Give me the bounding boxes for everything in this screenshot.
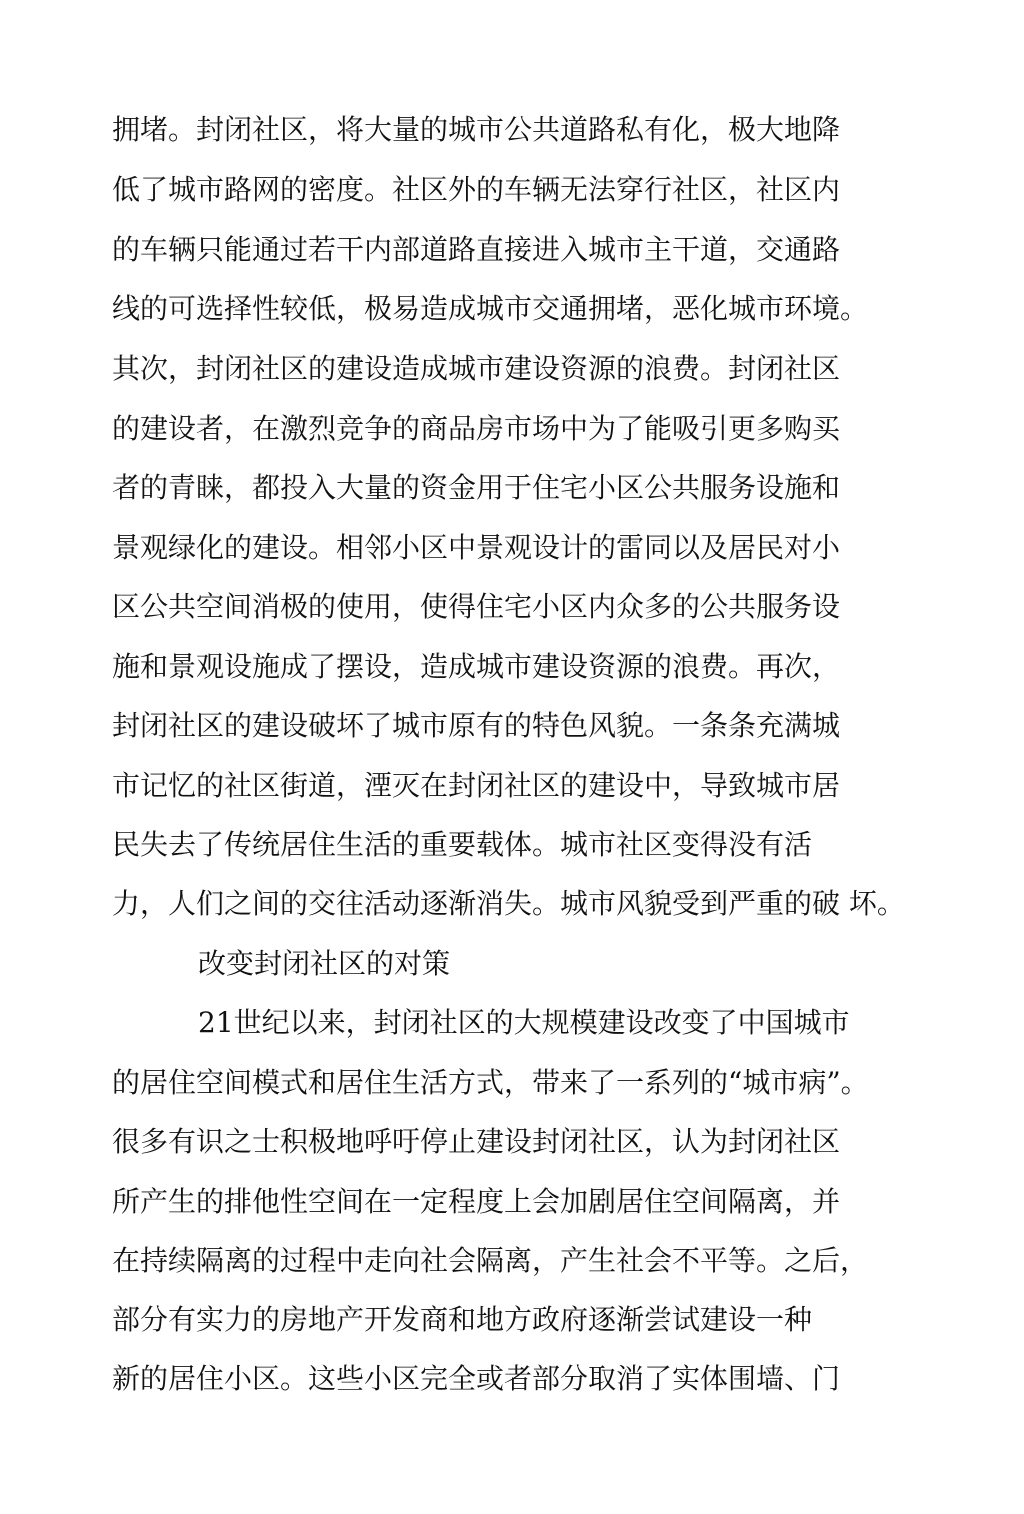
text-line: 很多有识之士积极地呼吁停止建设封闭社区，认为封闭社区 <box>112 1125 841 1158</box>
text-line: 民失去了传统居住生活的重要载体。城市社区变得没有活 <box>112 828 813 861</box>
text-line: 者的青睐，都投入大量的资金用于住宅小区公共服务设施和 <box>112 471 841 504</box>
section-heading: 改变封闭社区的对策 <box>198 947 451 980</box>
text-line: 区公共空间消极的使用，使得住宅小区内众多的公共服务设 <box>112 590 841 623</box>
text-line: 部分有实力的房地产开发商和地方政府逐渐尝试建设一种 <box>112 1303 813 1336</box>
text-line: 的居住空间模式和居住生活方式，带来了一系列的“城市病”。 <box>112 1066 869 1099</box>
text-line: 封闭社区的建设破坏了城市原有的特色风貌。一条条充满城 <box>112 709 841 742</box>
text-line: 所产生的排他性空间在一定程度上会加剧居住空间隔离，并 <box>112 1185 841 1218</box>
text-line: 的车辆只能通过若干内部道路直接进入城市主干道，交通路 <box>112 233 841 266</box>
text-line: 新的居住小区。这些小区完全或者部分取消了实体围墙、门 <box>112 1362 841 1395</box>
text-line: 力，人们之间的交往活动逐渐消失。城市风貌受到严重的破 坏。 <box>112 887 905 920</box>
text-line: 的建设者，在激烈竞争的商品房市场中为了能吸引更多购买 <box>112 412 841 445</box>
text-line: 景观绿化的建设。相邻小区中景观设计的雷同以及居民对小 <box>112 531 841 564</box>
text-line: 线的可选择性较低，极易造成城市交通拥堵，恶化城市环境。 <box>112 292 869 325</box>
text-line: 拥堵。封闭社区，将大量的城市公共道路私有化，极大地降 <box>112 113 841 146</box>
text-line: 21世纪以来，封闭社区的大规模建设改变了中国城市 <box>198 1006 850 1039</box>
text-line: 低了城市路网的密度。社区外的车辆无法穿行社区，社区内 <box>112 173 841 206</box>
text-line: 施和景观设施成了摆设，造成城市建设资源的浪费。再次， <box>112 650 841 683</box>
text-line: 在持续隔离的过程中走向社会隔离，产生社会不平等。之后， <box>112 1244 869 1277</box>
text-line: 其次，封闭社区的建设造成城市建设资源的浪费。封闭社区 <box>112 352 841 385</box>
text-line: 市记忆的社区街道，湮灭在封闭社区的建设中，导致城市居 <box>112 769 841 802</box>
